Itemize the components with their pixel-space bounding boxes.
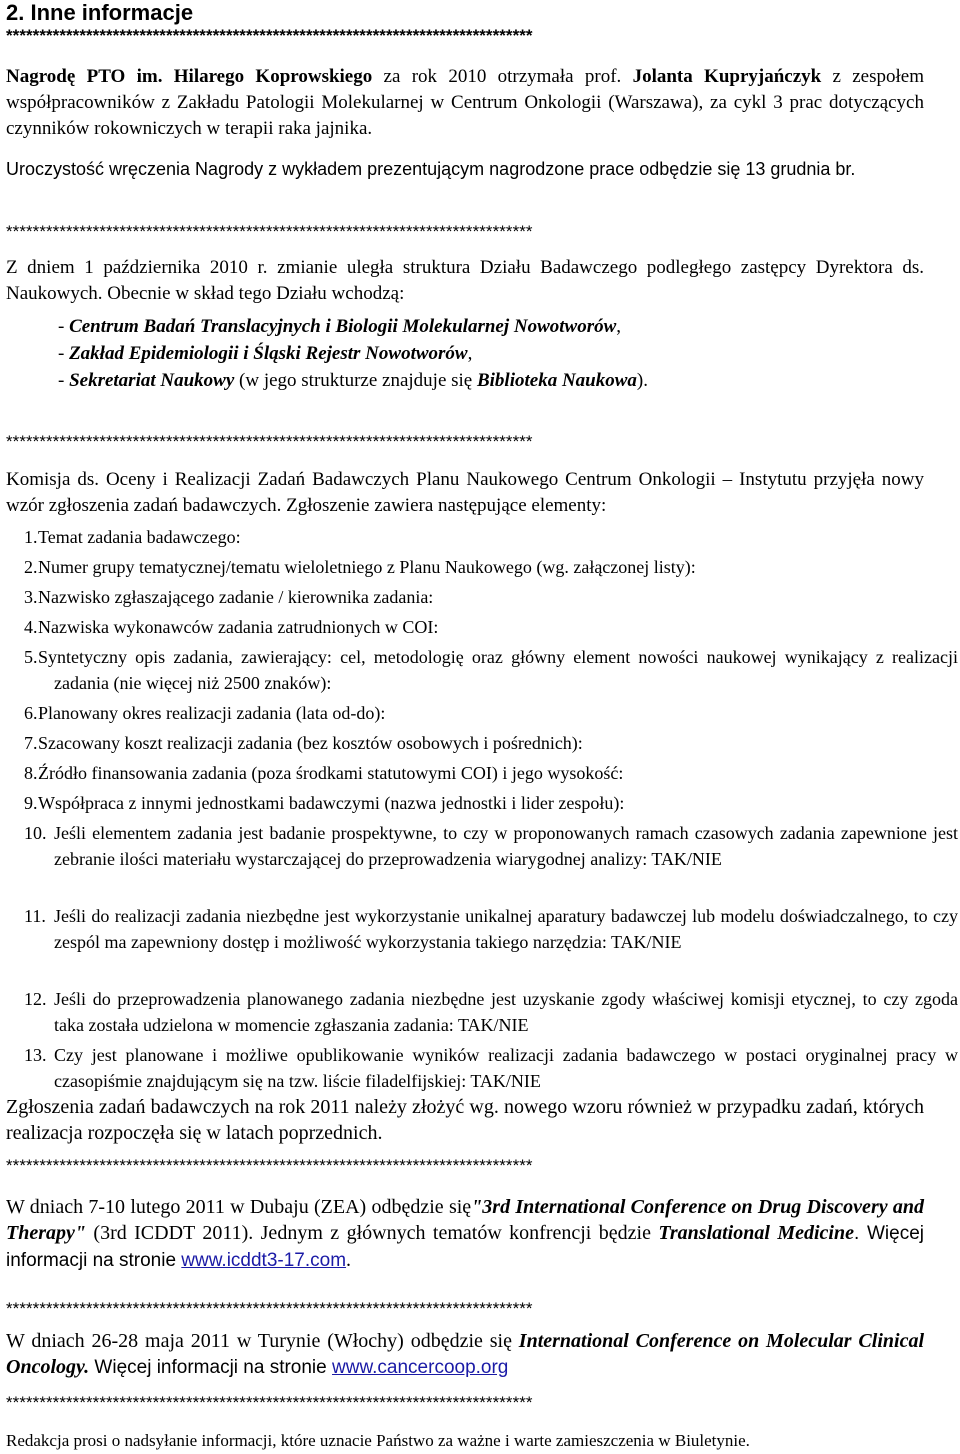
list-item-text: (w jego strukturze znajduje się — [234, 370, 477, 391]
separator-4: ******************************************************************************* — [6, 1157, 533, 1175]
cancercoop-link[interactable]: www.cancercoop.org — [332, 1357, 509, 1378]
separator-1: ******************************************************************************* — [6, 27, 533, 45]
separator-2: ******************************************************************************* — [6, 223, 533, 241]
ceremony-paragraph: Uroczystość wręczenia Nagrody z wykładem prezentującym nagrodzone prace odbędzie się 13 grudnia br. — [6, 159, 856, 179]
dubai-text: W dniach 7-10 lutego 2011 w Dubaju (ZEA) odbędzie się — [6, 1196, 472, 1218]
list-item — [24, 790, 958, 816]
dubai-text-4: . — [346, 1249, 352, 1271]
item-text: Nazwiska wykonawców zadania zatrudnionych w COI: — [38, 617, 439, 637]
list-item-text: Centrum Badań Translacyjnych i Biologii Molekularnej Nowotworów — [69, 316, 617, 337]
turin-text-2: Więcej informacji na stronie — [89, 1357, 333, 1378]
item-number: 13. — [24, 1045, 47, 1065]
item-text: Numer grupy tematycznej/tematu wieloletniego z Planu Naukowego (wg. załączonej listy): — [38, 557, 696, 577]
komisja-intro: Komisja ds. Oceny i Realizacji Zadań Badawczych Planu Naukowego Centrum Onkologii – Instytutu przyjęła nowy wzór zgłoszenia zadań badawczych. Zgłoszenie zawiera następujące elementy: — [6, 469, 924, 516]
award-text-2: z zespołem współpracowników z Zakładu Patologii Molekularnej w Centrum Onkologii (Warszawa), za cykl 3 prac dotyczących czynników rokowniczych w terapii raka jajnika. — [6, 66, 924, 139]
item-number: 12. — [24, 989, 47, 1009]
item-number: 9. — [24, 793, 38, 813]
list-item-text: Biblioteka Naukowa — [476, 370, 637, 391]
icddt-link[interactable]: www.icddt3-17.com — [181, 1250, 347, 1271]
award-paragraph — [6, 64, 924, 142]
dubai-text-2: (3rd ICDDT 2011). Jednym z głównych tematów konfrencji będzie — [85, 1222, 659, 1244]
turin-paragraph — [6, 1328, 924, 1381]
list-item-text: ). — [636, 370, 648, 391]
dubai-paragraph — [6, 1194, 924, 1274]
item-number: 5. — [24, 647, 38, 667]
conference-name: International Conference on Molecular Clinical Oncology. — [6, 1330, 924, 1378]
item-text: Jeśli elementem zadania jest badanie prospektywne, to czy w proponowanych ramach czasowych zadania zapewnione jest zebranie ilości materiału wystarczającej do przeprowadzenia wiarygodnej analizy: TAK/NIE — [54, 823, 958, 869]
item-number: 6. — [24, 703, 38, 723]
turin-text: W dniach 26-28 maja 2011 w Turynie (Włochy) odbędzie się — [6, 1330, 519, 1352]
list-item — [24, 730, 958, 756]
item-text: Jeśli do przeprowadzenia planowanego zadania niezbędne jest uzyskanie zgody właściwej komisji etycznej, to czy zgoda taka została udzielona w momencie zgłaszania zadania: TAK/NIE — [54, 989, 958, 1035]
list-item-text: Zakład Epidemiologii i Śląski Rejestr Nowotworów — [69, 343, 468, 364]
conference-name: "3rd International Conference on Drug Discovery and Therapy" — [6, 1196, 925, 1244]
structure-paragraph: Z dniem 1 października 2010 r. zmianie uległa struktura Działu Badawczego podległego zastępcy Dyrektora ds. Naukowych. Obecnie w skład tego Działu wchodzą: — [6, 257, 924, 304]
item-text: Syntetyczny opis zadania, zawierający: cel, metodologię oraz główny element nowości naukowej wynikający z realizacji zadania (nie więcej niż 2500 znaków): — [38, 647, 958, 693]
item-number: 4. — [24, 617, 38, 637]
item-text: Współpraca z innymi jednostkami badawczymi (nazwa jednostki i lider zespołu): — [38, 793, 625, 813]
item-text: Źródło finansowania zadania (poza środkami statutowymi COI) i jego wysokość: — [38, 763, 624, 783]
list-item: - Zakład Epidemiologii i Śląski Rejestr Nowotworów, — [58, 343, 473, 364]
item-number: 8. — [24, 763, 38, 783]
award-name: Nagrodę PTO im. Hilarego Koprowskiego — [6, 66, 373, 87]
list-item — [24, 903, 958, 955]
item-text: Temat zadania badawczego: — [38, 527, 241, 547]
item-number: 11. — [24, 906, 46, 926]
separator-6: ******************************************************************************* — [6, 1394, 533, 1412]
separator-3: ******************************************************************************* — [6, 433, 533, 451]
list-item — [24, 644, 958, 696]
list-item-text: Sekretariat Naukowy — [69, 370, 235, 391]
item-text: Nazwisko zgłaszającego zadanie / kierownika zadania: — [38, 587, 434, 607]
laureate-name: Jolanta Kupryjańczyk — [632, 66, 822, 87]
item-number: 3. — [24, 587, 38, 607]
list-item — [24, 524, 958, 550]
item-number: 10. — [24, 823, 47, 843]
komisja-outro: Zgłoszenia zadań badawczych na rok 2011 należy złożyć wg. nowego wzoru również w przypadku zadań, których realizacja rozpoczęła się w latach poprzednich. — [6, 1096, 924, 1144]
award-text: za rok 2010 otrzymała prof. — [372, 66, 633, 87]
item-number: 7. — [24, 733, 38, 753]
list-item — [24, 614, 958, 640]
item-number: 1. — [24, 527, 38, 547]
list-item: - Sekretariat Naukowy (w jego strukturze znajduje się Biblioteka Naukowa). — [58, 370, 648, 391]
list-item — [24, 584, 958, 610]
list-item — [24, 760, 958, 786]
section-heading: 2. Inne informacje — [6, 0, 194, 25]
item-text: Jeśli do realizacji zadania niezbędne jest wykorzystanie unikalnej aparatury badawczej lub modelu doświadczalnego, to czy zespól ma zapewniony dostęp i możliwość wykorzystania takiego narzędzia: TAK/NIE — [54, 906, 958, 952]
dubai-text-3: . Więcej informacji na stronie — [6, 1223, 924, 1271]
list-item — [24, 1042, 958, 1094]
list-item — [24, 820, 958, 872]
item-number: 2. — [24, 557, 38, 577]
item-text: Szacowany koszt realizacji zadania (bez kosztów osobowych i pośrednich): — [38, 733, 583, 753]
footer-note: Redakcja prosi o nadsyłanie informacji, które uznacie Państwo za ważne i warte zamieszczenia w Biuletynie. — [6, 1431, 750, 1450]
list-item: - Centrum Badań Translacyjnych i Biologii Molekularnej Nowotworów, — [58, 316, 622, 337]
separator-5: ******************************************************************************* — [6, 1300, 533, 1318]
conference-topic: Translational Medicine — [658, 1222, 854, 1244]
list-item — [24, 554, 958, 580]
department-list — [58, 313, 918, 394]
item-text: Planowany okres realizacji zadania (lata od-do): — [38, 703, 386, 723]
item-text: Czy jest planowane i możliwe opublikowanie wyników realizacji zadania badawczego w postaci oryginalnej pracy w czasopiśmie znajdującym się na tzw. liście filadelfijskiej: TAK/NIE — [54, 1045, 958, 1091]
list-item — [24, 986, 958, 1038]
list-item — [24, 700, 958, 726]
